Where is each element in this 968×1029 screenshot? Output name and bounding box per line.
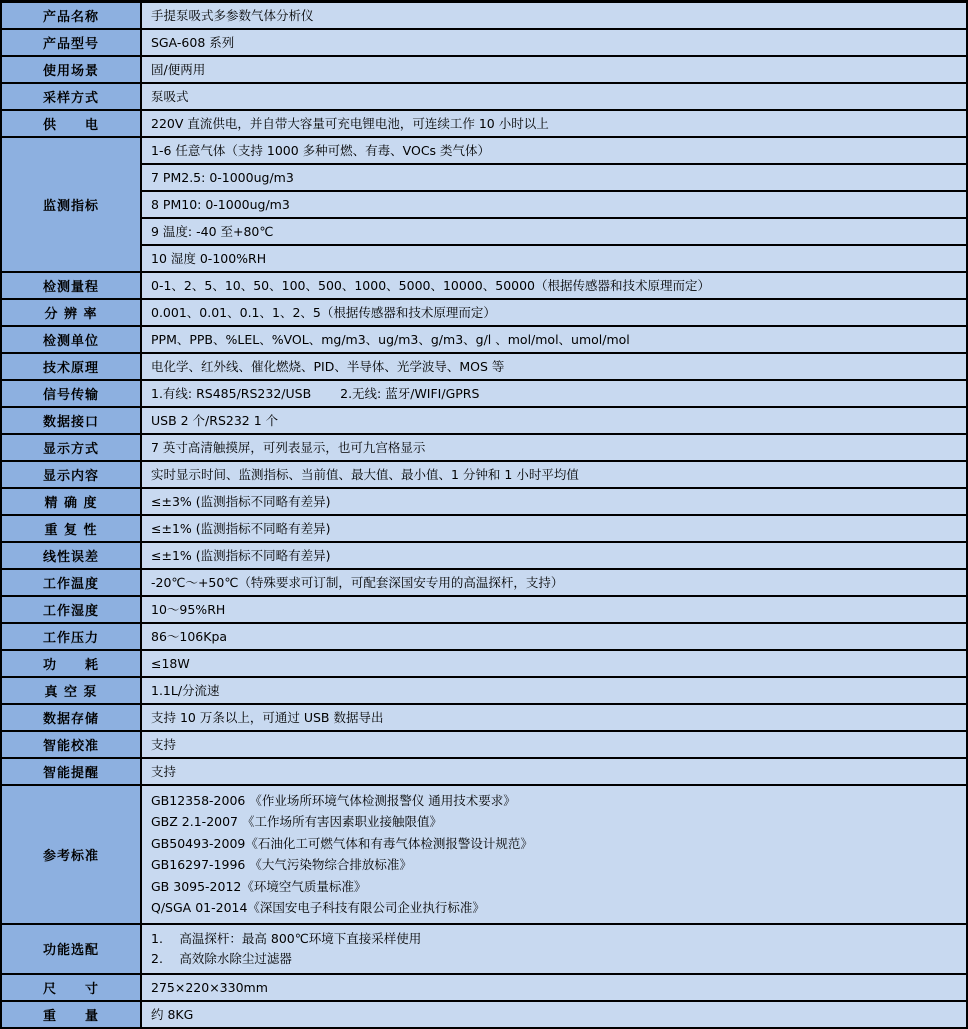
standard-line: Q/SGA 01-2014《深国安电子科技有限公司企业执行标准》 xyxy=(151,900,485,915)
row-working-humidity xyxy=(1,596,967,623)
row-monitor-targets-sub xyxy=(1,245,967,272)
spec-value: 1.有线: RS485/RS232/USB 2.无线: 蓝牙/WIFI/GPRS xyxy=(141,380,967,407)
spec-value xyxy=(141,924,967,974)
spec-label: 信号传输 xyxy=(1,380,141,407)
spec-label: 真 空 泵 xyxy=(1,677,141,704)
spec-value: -20℃～+50℃（特殊要求可订制，可配套深国安专用的高温探杆，支持） xyxy=(141,569,967,596)
row-smart-reminder xyxy=(1,758,967,785)
spec-label: 精 确 度 xyxy=(1,488,141,515)
row-data-interface xyxy=(1,407,967,434)
spec-label: 工作温度 xyxy=(1,569,141,596)
spec-value: 9 温度: -40 至+80℃ xyxy=(141,218,967,245)
row-detection-unit xyxy=(1,326,967,353)
spec-label: 分 辨 率 xyxy=(1,299,141,326)
row-technical-principle xyxy=(1,353,967,380)
row-weight xyxy=(1,1001,967,1028)
row-dimensions xyxy=(1,974,967,1001)
spec-label: 技术原理 xyxy=(1,353,141,380)
spec-value: SGA-608 系列 xyxy=(141,29,967,56)
row-sampling-method xyxy=(1,83,967,110)
row-signal-transmission xyxy=(1,380,967,407)
spec-value: 86～106Kpa xyxy=(141,623,967,650)
spec-value: 10 湿度 0-100%RH xyxy=(141,245,967,272)
row-monitor-targets-sub xyxy=(1,191,967,218)
row-reference-standards xyxy=(1,785,967,924)
spec-value: ≤±1% (监测指标不同略有差异) xyxy=(141,515,967,542)
spec-label: 采样方式 xyxy=(1,83,141,110)
spec-value: ≤±3% (监测指标不同略有差异) xyxy=(141,488,967,515)
row-display-content xyxy=(1,461,967,488)
spec-value: 电化学、红外线、催化燃烧、PID、半导体、光学波导、MOS 等 xyxy=(141,353,967,380)
option-line: 2. 高效除水除尘过滤器 xyxy=(151,950,292,966)
spec-value: 7 PM2.5: 0-1000ug/m3 xyxy=(141,164,967,191)
spec-value: 固/便两用 xyxy=(141,56,967,83)
spec-value: 支持 10 万条以上，可通过 USB 数据导出 xyxy=(141,704,967,731)
spec-label: 参考标准 xyxy=(1,785,141,924)
row-data-storage xyxy=(1,704,967,731)
row-vacuum-pump xyxy=(1,677,967,704)
standard-line: GB12358-2006 《作业场所环境气体检测报警仪 通用技术要求》 xyxy=(151,792,516,808)
row-optional-features xyxy=(1,924,967,974)
spec-label: 供 电 xyxy=(1,110,141,137)
spec-label: 数据存储 xyxy=(1,704,141,731)
standard-line: GB16297-1996 《大气污染物综合排放标准》 xyxy=(151,857,412,872)
row-accuracy xyxy=(1,488,967,515)
spec-value: PPM、PPB、%LEL、%VOL、mg/m3、ug/m3、g/m3、g/l 、mol/mol、umol/mol xyxy=(141,326,967,353)
spec-value: 0.001、0.01、0.1、1、2、5（根据传感器和技术原理而定） xyxy=(141,299,967,326)
spec-label: 线性误差 xyxy=(1,542,141,569)
spec-label: 使用场景 xyxy=(1,56,141,83)
spec-label: 重 量 xyxy=(1,1001,141,1028)
spec-value: 支持 xyxy=(141,758,967,785)
spec-label: 检测量程 xyxy=(1,272,141,299)
spec-label: 功能选配 xyxy=(1,924,141,974)
standard-line: GB 3095-2012《环境空气质量标准》 xyxy=(151,878,367,894)
spec-value: 1-6 任意气体（支持 1000 多种可燃、有毒、VOCs 类气体） xyxy=(141,137,967,164)
spec-value: 实时显示时间、监测指标、当前值、最大值、最小值、1 分钟和 1 小时平均值 xyxy=(141,461,967,488)
spec-label: 显示方式 xyxy=(1,434,141,461)
row-working-temperature xyxy=(1,569,967,596)
row-monitor-targets-sub xyxy=(1,218,967,245)
row-usage-scene xyxy=(1,56,967,83)
row-resolution xyxy=(1,299,967,326)
spec-value: 7 英寸高清触摸屏，可列表显示，也可九宫格显示 xyxy=(141,434,967,461)
spec-value: 0-1、2、5、10、50、100、500、1000、5000、10000、50000（根据传感器和技术原理而定） xyxy=(141,272,967,299)
spec-label: 尺 寸 xyxy=(1,974,141,1001)
spec-value: 220V 直流供电，并自带大容量可充电锂电池，可连续工作 10 小时以上 xyxy=(141,110,967,137)
row-monitor-targets-sub xyxy=(1,164,967,191)
option-line: 1. 高温探杆：最高 800℃环境下直接采样使用 xyxy=(151,930,422,946)
row-product-name xyxy=(1,2,967,29)
row-power-consumption xyxy=(1,650,967,677)
spec-value: USB 2 个/RS232 1 个 xyxy=(141,407,967,434)
spec-label: 产品名称 xyxy=(1,2,141,29)
row-display-mode xyxy=(1,434,967,461)
spec-label: 智能提醒 xyxy=(1,758,141,785)
row-working-pressure xyxy=(1,623,967,650)
spec-value: 10～95%RH xyxy=(141,596,967,623)
spec-value: 1.1L/分流速 xyxy=(141,677,967,704)
spec-label: 显示内容 xyxy=(1,461,141,488)
spec-label: 产品型号 xyxy=(1,29,141,56)
standard-line: GB50493-2009《石油化工可燃气体和有毒气体检测报警设计规范》 xyxy=(151,835,533,851)
spec-value: ≤18W xyxy=(141,650,967,677)
spec-value: ≤±1% (监测指标不同略有差异) xyxy=(141,542,967,569)
spec-value: 约 8KG xyxy=(141,1001,967,1028)
spec-label: 监测指标 xyxy=(1,137,141,272)
spec-value: 275×220×330mm xyxy=(141,974,967,1001)
spec-label: 工作压力 xyxy=(1,623,141,650)
spec-label: 数据接口 xyxy=(1,407,141,434)
standard-line: GBZ 2.1-2007 《工作场所有害因素职业接触限值》 xyxy=(151,814,442,829)
row-product-model xyxy=(1,29,967,56)
spec-value: 支持 xyxy=(141,731,967,758)
spec-value xyxy=(141,785,967,924)
spec-value: 8 PM10: 0-1000ug/m3 xyxy=(141,191,967,218)
spec-label: 工作湿度 xyxy=(1,596,141,623)
row-smart-calibration xyxy=(1,731,967,758)
spec-label: 功 耗 xyxy=(1,650,141,677)
row-detection-range xyxy=(1,272,967,299)
spec-label: 检测单位 xyxy=(1,326,141,353)
row-monitor-targets xyxy=(1,137,967,164)
spec-value: 手提泵吸式多参数气体分析仪 xyxy=(141,2,967,29)
row-repeatability xyxy=(1,515,967,542)
row-linearity-error xyxy=(1,542,967,569)
spec-label: 重 复 性 xyxy=(1,515,141,542)
spec-value: 泵吸式 xyxy=(141,83,967,110)
row-power-supply xyxy=(1,110,967,137)
spec-label: 智能校准 xyxy=(1,731,141,758)
